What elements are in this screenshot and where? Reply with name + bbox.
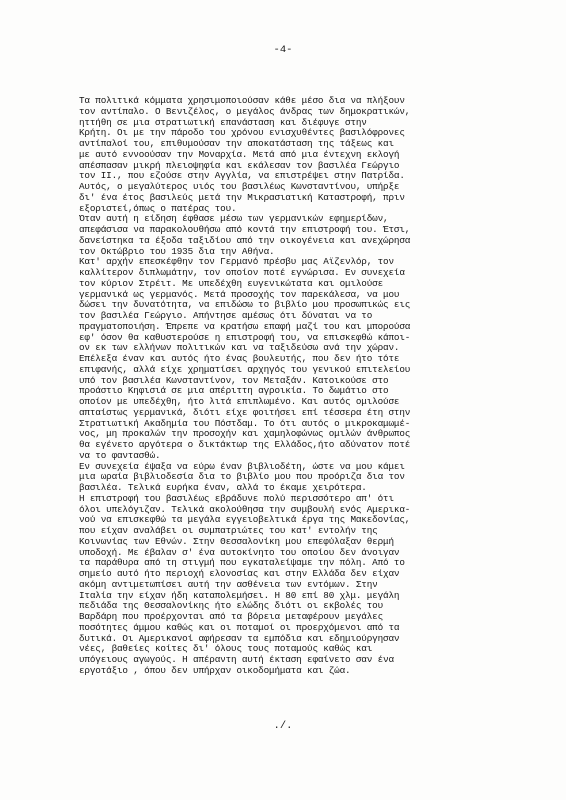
text-line: δι' ένα έτος βασιλεύς μετά την Μικρασιατική Καταστροφή, πριν — [79, 192, 405, 203]
text-line: εφ' όσον θα καθυστερούσε η επιστροφή του, να επισκεφθώ κάποι- — [79, 332, 411, 343]
text-line: ηττήθη σε μια στρατιωτική επανάσταση και διέφυγε στην — [79, 117, 367, 128]
text-line: Στρατιωτική Ακαδημία του Πόστδαμ. Το ότι αυτός ο μικροκαμωμέ- — [79, 418, 411, 429]
text-line: σημείο αυτό ήτο περιοχή ελονοσίας και στην Ελλάδα δεν είχαν — [79, 569, 400, 579]
body-text — [79, 96, 534, 677]
text-line: ον εκ των ελλήνων πολιτικών και να ταξιδεύσω ανά την χώραν. — [79, 343, 400, 354]
text-line: βασιλέα. Τελικά ευρήκα έναν, αλλά το έκαμε χειρότερα. — [79, 483, 367, 493]
text-line: εξοριστεί,όπως ο πατέρας του. — [79, 203, 237, 214]
continuation-mark: ./. — [273, 720, 293, 732]
text-line: επιφανής, αλλά είχε χρηματίσει αρχηγός του γενικού επιτελείου — [79, 364, 411, 375]
text-line: ακόμη αντιμετωπίσει αυτή την ασθένεια των εντόμων. Στην — [79, 579, 378, 590]
text-line: μια ωραία βιβλιοδεσία δια το βιβλίο μου που προόριζα δια τον — [79, 472, 405, 483]
text-line: θα εγένετο αργότερα ο δικτάκτωρ της Ελλάδος,ήτο αδύνατον ποτέ — [79, 440, 411, 450]
text-line: Βαρδάρη που προέρχονται από τα βόρεια μεταφέρουν μεγάλες — [79, 612, 384, 622]
text-line: δανείστηκα τα έξοδα ταξιδίου από την οικογένεια και ανεχώρησα — [79, 235, 411, 246]
text-line: τον Οκτώβριο του 1935 δια την Αθήνα. — [79, 246, 275, 257]
text-line: Κρήτη. Οι με την πάροδο του χρόνου ενισχυθέντες βασιλόφρονες — [79, 128, 405, 139]
text-line: όλοι υπελόγιζαν. Τελικά ακολούθησα την συμβουλή ενός Αμερικα- — [79, 504, 411, 515]
text-line: νού να επισκεφθώ τα μεγάλα εγγειοβελτικά έργα της Μακεδονίας, — [79, 515, 411, 526]
text-line: δυτικά. Οι Αμερικανοί αφήρεσαν τα εμπόδια και εδημιούργησαν — [79, 633, 400, 644]
text-line: αντίπαλοί του, επιθυμούσαν την αποκατάσταση της τάξεως και — [79, 139, 394, 149]
text-line: τον ΙΙ., που εζούσε στην Αγγλία, να επιστρέψει στην Πατρίδα. — [79, 171, 405, 182]
text-line: Όταν αυτή η είδηση έφθασε μέσω των γερμανικών εφημερίδων, — [79, 214, 389, 225]
text-line: Αυτός, ο μεγαλύτερος υιός του βασιλέως Κωνσταντίνου, υπήρξε — [79, 182, 400, 192]
text-line: τον αντίπαλο. Ο Βενιζέλος, ο μεγάλος άνδρας των δημοκρατικών, — [79, 106, 411, 117]
text-line: προάστιο Κηφισιά σε μια απέριττη αγροικία. Το δωμάτιο στο — [79, 386, 389, 397]
text-line: Εν συνεχεία έψαξα να εύρω έναν βιβλιοδέτη, ώστε να μου κάμει — [79, 461, 405, 472]
text-line: καλλίτερον διπλωμάτην, τον οποίον ποτέ εγνώρισα. Εν συνεχεία — [79, 268, 405, 278]
text-line: απεφάσισα να παρακολουθήσω από κοντά την επιστροφή του. Έτσι, — [79, 225, 411, 235]
text-line: ποσότητες άμμου καθώς και οι ποταμοί οι προερχόμενοι από τα — [79, 622, 400, 633]
text-line: πεδιάδα της Θεσσαλονίκης ήτο ελώδης διότι οι εκβολές του — [79, 601, 384, 612]
text-line: Ιταλία την είχαν ήδη καταπολεμήσει. Η 80 επί 80 χλμ. μεγάλη — [79, 590, 400, 601]
text-line: που είχαν αναλάβει οι συμπατριώτες του κατ' εντολήν της — [79, 526, 378, 536]
text-line: Κοινωνίας των Εθνών. Στην Θεσσαλονίκη μου επεφύλαξαν θερμή — [79, 536, 394, 547]
text-line: τον βασιλέα Γεώργιο. Απήντησε αμέσως ότι δύναται να το — [79, 311, 373, 321]
text-line: δώσει την δυνατότητα, να επιδώσω το βιβλίο μου προσωπικώς εις — [79, 300, 411, 311]
text-line: τα παράθυρα από τη στιγμή που εγκαταλείψαμε την πόλη. Από το — [79, 558, 405, 569]
text-line: υπόγειους αγωγούς. Η απέραντη αυτή έκταση εφαίνετο σαν ένα — [79, 655, 394, 665]
text-line: απταίστως γερμανικά, διότι είχε φοιτήσει επί τέσσερα έτη στην — [79, 407, 411, 418]
text-line: να το φαντασθώ. — [79, 450, 161, 461]
text-line: Η επιστροφή του βασιλέως εβράδυνε πολύ περισσότερο απ' ότι — [79, 493, 394, 504]
text-line: νέες, βαθείες κοίτες δι' όλους τους ποταμούς καθώς και — [79, 644, 373, 655]
text-line: οποίον με υπεδέχθη, ήτο λιτά επιπλωμένο. Και αυτός ομιλούσε — [79, 397, 400, 407]
text-line: εργοτάξιο , όπου δεν υπήρχαν οικοδομήματα και ζώα. — [79, 665, 351, 676]
text-line: νος, μη προκαλών την προσοχήν και χαμηλοφώνως ομιλών άνθρωπος — [79, 429, 411, 440]
text-line: υποδοχή. Με έβαλαν σ' ένα αυτοκίνητο του οποίου δεν άνοιγαν — [79, 547, 400, 558]
text-line: με αυτό εννοούσαν την Μοναρχία. Μετά από μια έντεχνη εκλογή — [79, 149, 400, 160]
text-line: Επέλεξα έναν και αυτός ήτο ένας βουλευτής, που δεν ήτο τότε — [79, 354, 400, 364]
text-line: απέσπασαν μικρή πλειοψηφία και εκάλεσαν τον βασιλέα Γεώργιο — [79, 160, 400, 171]
text-line: Τα πολιτικά κόμματα χρησιμοποιούσαν κάθε μέσο δια να πλήξουν — [79, 96, 405, 106]
text-line: Κατ' αρχήν επεσκέφθην τον Γερμανό πρέσβυ μας Αϊζενλόρ, τον — [79, 257, 394, 268]
text-line: γερμανικά ως γερμανός. Μετά προσοχής τον παρεκάλεσα, να μου — [79, 289, 400, 300]
page-number: -4- — [273, 44, 293, 56]
text-line: υπό τον βασιλέα Κωνσταντίνον, τον Μεταξάν. Κατοικούσε στο — [79, 375, 389, 386]
text-line: πραγματοποιήση. Έπρεπε να κρατήσω επαφή μαζί του και μπορούσα — [79, 321, 411, 332]
text-line: τον κύριον Στρέιτ. Με υπεδέχθη ευγενικώτατα και ομιλούσε — [79, 278, 384, 289]
